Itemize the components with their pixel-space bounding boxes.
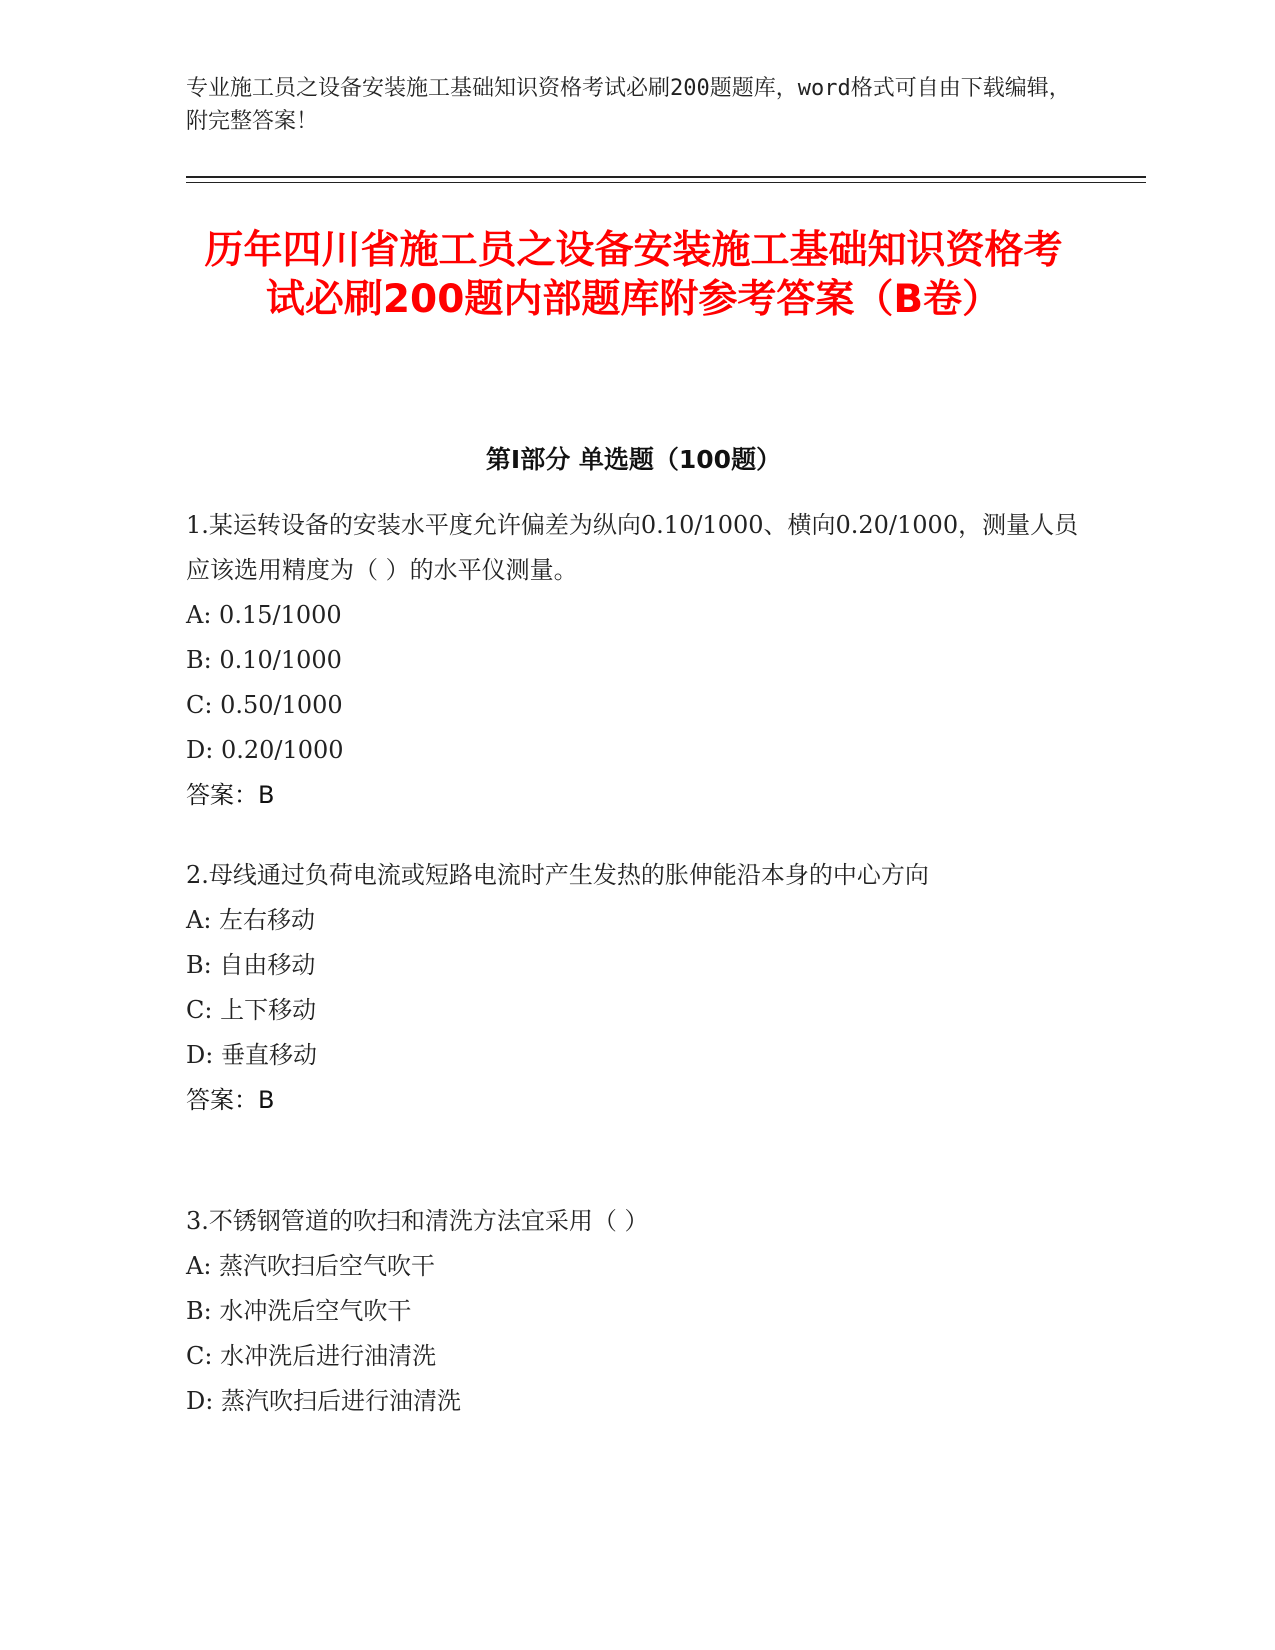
option-c: C: 上下移动 xyxy=(186,996,317,1024)
header-divider-thick xyxy=(186,176,1146,178)
section-heading: 第I部分 单选题（100题） xyxy=(485,445,782,474)
question-text: 1.某运转设备的安装水平度允许偏差为纵向0.10/1000、横向0.20/1000，测量人员应该选用精度为（ ）的水平仪测量。 xyxy=(186,511,1079,584)
answer: 答案：B xyxy=(186,781,275,809)
option-b: B: 0.10/1000 xyxy=(186,646,342,674)
header-divider-thin xyxy=(186,182,1146,183)
answer: 答案：B xyxy=(186,1086,275,1114)
header-note: 专业施工员之设备安装施工基础知识资格考试必刷200题题库，word格式可自由下载编辑，附完整答案！ xyxy=(186,76,1071,134)
option-a: A: 0.15/1000 xyxy=(186,601,342,629)
option-a: A: 蒸汽吹扫后空气吹干 xyxy=(186,1252,436,1280)
question-1 xyxy=(186,503,1086,818)
option-d: D: 垂直移动 xyxy=(186,1041,317,1069)
question-3 xyxy=(186,1199,1086,1424)
option-d: D: 蒸汽吹扫后进行油清洗 xyxy=(186,1387,461,1415)
question-text: 2.母线通过负荷电流或短路电流时产生发热的胀伸能沿本身的中心方向 xyxy=(186,861,929,889)
option-a: A: 左右移动 xyxy=(186,906,316,934)
question-text: 3.不锈钢管道的吹扫和清洗方法宜采用（ ） xyxy=(186,1207,649,1235)
option-c: C: 水冲洗后进行油清洗 xyxy=(186,1342,437,1370)
document-title: 历年四川省施工员之设备安装施工基础知识资格考试必刷200题内部题库附参考答案（B卷） xyxy=(204,228,1063,322)
question-2 xyxy=(186,853,1086,1123)
option-d: D: 0.20/1000 xyxy=(186,736,344,764)
option-c: C: 0.50/1000 xyxy=(186,691,343,719)
option-b: B: 自由移动 xyxy=(186,951,316,979)
option-b: B: 水冲洗后空气吹干 xyxy=(186,1297,412,1325)
